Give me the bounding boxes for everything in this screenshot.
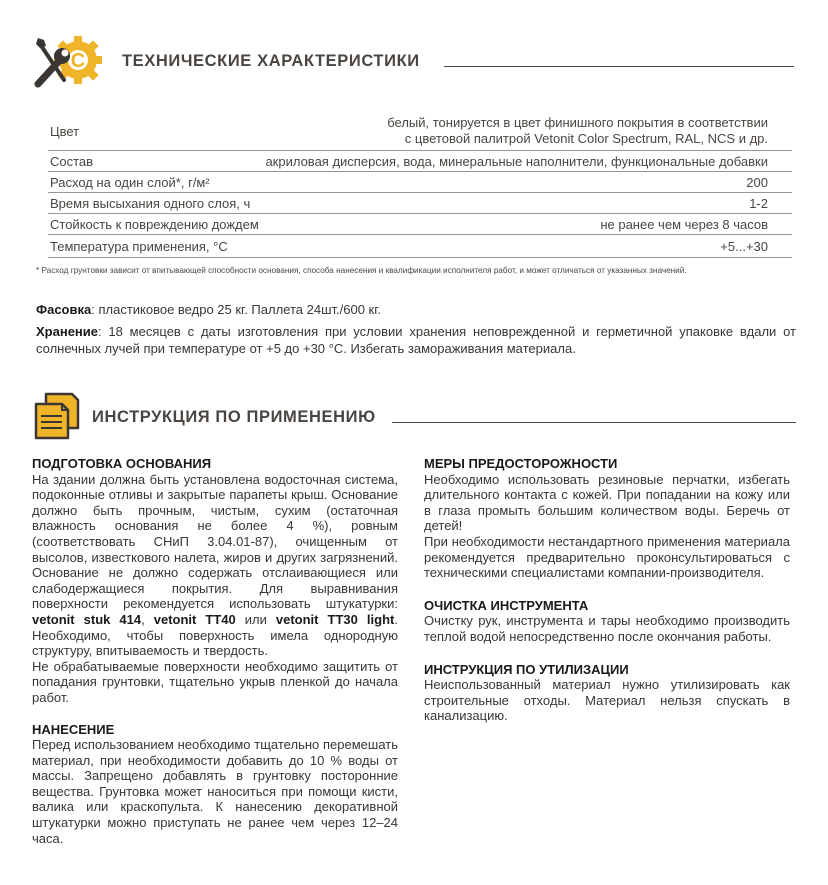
spec-value: +5...+30 bbox=[720, 238, 768, 254]
cleaning-title: ОЧИСТКА ИНСТРУМЕНТА bbox=[424, 597, 589, 613]
left-column bbox=[32, 456, 398, 846]
spec-label: Цвет bbox=[50, 123, 80, 139]
precautions-text: Необходимо использовать резиновые перчатки, избегать длительного контакта с кожей. При попадании на кожу или в глаза промыть большим количеством воды. Беречь от детей! bbox=[424, 471, 790, 534]
tech-specs-title: ТЕХНИЧЕСКИЕ ХАРАКТЕРИСТИКИ bbox=[122, 52, 420, 70]
prep-text: На здании должна быть установлена водосточная система, подоконные отливы и закрытые парапеты крыш. Основание должно быть прочным, чистым, сухим (остаточная влажность основания не более 4 %), ровным (соответствовать СНиП 3.04.01-87), очищенным от высолов, известкового налета, жиров и других загрязнений. Основание не должно содержать отслаивающиеся или слабодержащиеся покрытия. Для выравнивания поверхности рекомендуется использовать штукатурки: vetonit stuk 414, vetonit TT40 или vetonit TT30 light. Необходимо, чтобы поверхность имела однородную структуру, впитываемость и твердость. bbox=[32, 471, 398, 659]
spec-value: акриловая дисперсия, вода, минеральные наполнители, функциональные добавки bbox=[265, 153, 768, 169]
spec-label: Расход на один слой*, г/м² bbox=[50, 174, 210, 190]
packaging-info bbox=[36, 302, 796, 317]
instructions-title: ИНСТРУКЦИЯ ПО ПРИМЕНЕНИЮ bbox=[92, 408, 376, 426]
spec-label: Время высыхания одного слоя, ч bbox=[50, 195, 251, 211]
prep-text-2: Не обрабатываемые поверхности необходимо защитить от попадания грунтовки, тщательно укрыв пленкой до начала работ. bbox=[32, 658, 398, 705]
spec-row bbox=[48, 151, 792, 172]
disposal-title: ИНСТРУКЦИЯ ПО УТИЛИЗАЦИИ bbox=[424, 661, 629, 677]
packaging-label: Фасовка bbox=[36, 302, 92, 317]
spec-value: 200 bbox=[746, 174, 768, 190]
precautions-title: МЕРЫ ПРЕДОСТОРОЖНОСТИ bbox=[424, 456, 618, 471]
right-column bbox=[424, 456, 790, 724]
instructions-header bbox=[0, 390, 828, 450]
storage-info bbox=[36, 323, 796, 357]
product-name: vetonit TT40 bbox=[153, 611, 236, 627]
apply-text: Перед использованием необходимо тщательно перемешать материал, при необходимости добавить до 10 % воды от массы. Запрещено добавлять в грунтовку посторонние вещества. Грунтовка может наноситься при помощи кисти, валика или краскопульта. К нанесению декоративной штукатурки можно приступать не ранее чем через 12–24 часа. bbox=[32, 737, 398, 846]
spec-row bbox=[48, 214, 792, 235]
spec-value: не ранее чем через 8 часов bbox=[600, 216, 768, 232]
spec-row bbox=[48, 235, 792, 258]
header-rule bbox=[392, 422, 796, 423]
spec-row bbox=[48, 193, 792, 214]
disposal-text: Неиспользованный материал нужно утилизировать как строительные отходы. Материал нельзя спускать в канализацию. bbox=[424, 677, 790, 724]
storage-label: Хранение bbox=[36, 324, 98, 339]
spec-label: Стойкость к повреждению дождем bbox=[50, 216, 259, 232]
product-name: vetonit stuk 414 bbox=[32, 611, 142, 627]
spec-label: Температура применения, °С bbox=[50, 238, 228, 254]
spec-row bbox=[48, 112, 792, 151]
cleaning-text: Очистку рук, инструмента и тары необходимо производить теплой водой непосредственно после окончания работы. bbox=[424, 613, 790, 644]
spec-label: Состав bbox=[50, 153, 94, 169]
precautions-text-2: При необходимости нестандартного применения материала рекомендуется предварительно проконсультироваться с техническими специалистами компании-производителя. bbox=[424, 533, 790, 581]
tech-specs-header bbox=[0, 30, 828, 90]
svg-text:С: С bbox=[70, 50, 86, 72]
prep-title: ПОДГОТОВКА ОСНОВАНИЯ bbox=[32, 456, 212, 471]
spec-value: 1-2 bbox=[749, 195, 768, 211]
spec-value: белый, тонируется в цвет финишного покрытия в соответствии с цветовой палитрой Vetonit Color Spectrum, RAL, NCS и др. bbox=[387, 115, 768, 146]
product-name: vetonit TT30 light bbox=[275, 611, 395, 627]
storage-text: : 18 месяцев с даты изготовления при условии хранения неповрежденной и герметичной упаковке вдали от солнечных лучей при температуре от +5 до +30 °С. Избегать замораживания материала. bbox=[36, 324, 796, 356]
spec-row bbox=[48, 172, 792, 193]
apply-title: НАНЕСЕНИЕ bbox=[32, 721, 115, 737]
wrench-gear-icon bbox=[30, 34, 104, 95]
documents-icon bbox=[32, 392, 82, 447]
header-rule bbox=[444, 66, 794, 67]
consumption-footnote: * Расход грунтовки зависит от впитывающей способности основания, способа нанесения и квалификации исполнителя работ, и может отличаться от указанных значений. bbox=[36, 266, 687, 275]
specs-table bbox=[48, 112, 792, 258]
packaging-text: : пластиковое ведро 25 кг. Паллета 24шт./600 кг. bbox=[91, 302, 381, 317]
